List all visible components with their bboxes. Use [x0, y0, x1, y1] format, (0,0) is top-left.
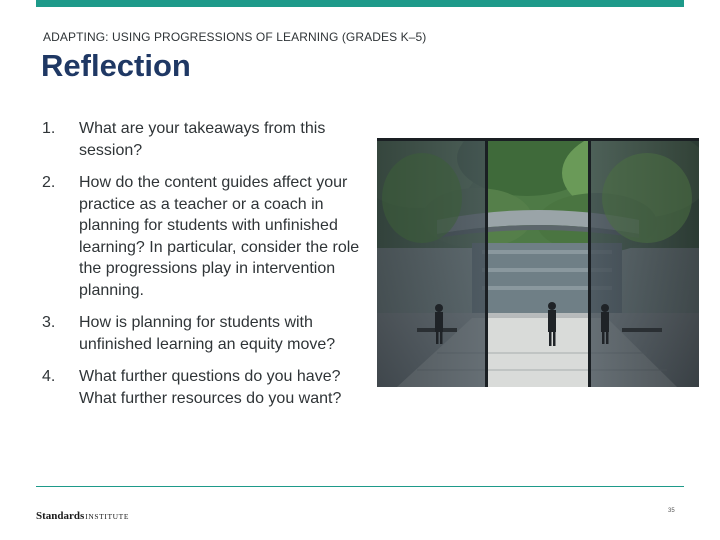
question-text: What further questions do you have? What further resources do you want?	[79, 368, 342, 407]
page-number: 35	[668, 508, 675, 514]
list-item	[42, 172, 372, 301]
question-number: 2.	[42, 174, 56, 191]
section-overline: ADAPTING: USING PROGRESSIONS OF LEARNING (GRADES K–5)	[43, 30, 427, 44]
footer-divider	[36, 486, 684, 487]
question-list	[42, 118, 372, 420]
question-number: 4.	[42, 368, 56, 385]
logo-wordmark-bold: Standards	[36, 510, 85, 522]
list-item	[42, 312, 372, 355]
list-item	[42, 118, 372, 161]
page-title: Reflection	[41, 48, 191, 83]
question-text: What are your takeaways from this session?	[79, 120, 326, 159]
question-number: 3.	[42, 314, 56, 331]
list-item	[42, 366, 372, 409]
question-text: How is planning for students with unfinished learning an equity move?	[79, 314, 336, 353]
question-text: How do the content guides affect your practice as a teacher or a coach in planning for students with unfinished learning? In particular, consider the role the progressions play in intervention planning.	[79, 174, 360, 299]
courtyard-photo	[377, 138, 699, 387]
question-number: 1.	[42, 120, 56, 137]
standards-institute-logo	[36, 506, 129, 524]
logo-wordmark-small: INSTITUTE	[85, 512, 130, 521]
top-accent-bar	[36, 0, 684, 7]
